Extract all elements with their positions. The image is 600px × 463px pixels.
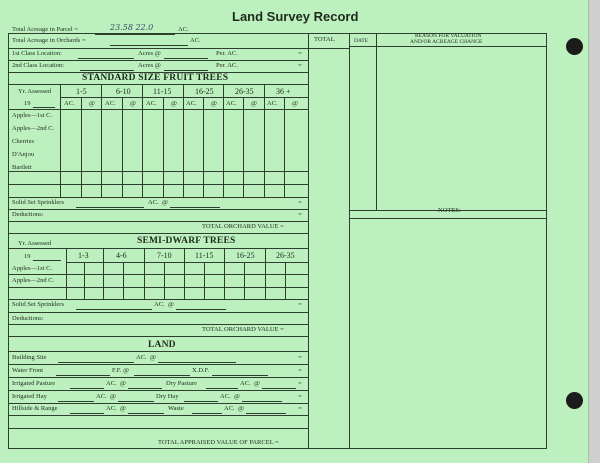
class1-acres-at: Acres @ [138,50,161,57]
row-line-class1 [8,60,308,61]
semi-col-sub-4 [204,263,205,299]
land-ih-at: @ [110,393,116,400]
semi-sprinklers-ac: AC. [154,301,165,308]
class2-acres-at: Acres @ [138,62,161,69]
class1-line [78,58,134,59]
land-xdf: X.D.F. [192,367,210,374]
frame-bottom [8,448,546,449]
class1-label: 1st Class Location: [12,50,62,57]
std-range-3: 11-15 [153,87,172,96]
land-row-line-3 [8,390,308,391]
std-at-2: @ [130,100,136,107]
std-col-divider-0 [60,85,61,197]
land-waste-rate-line [246,413,286,414]
class1-rate-line [164,58,208,59]
std-row-cherries: Cherries [12,138,35,145]
semi-sprinklers-line [76,309,152,310]
land-water-line [56,375,110,376]
land-ih-ac: AC. [96,393,107,400]
land-dh-at: @ [234,393,240,400]
land-ip-line [70,388,104,389]
class2-line [80,70,134,71]
std-at-1: @ [89,100,95,107]
land-building-line [58,362,134,363]
land-hr-rate-line [128,413,164,414]
std-row-line-c [8,197,308,198]
std-ac-5: AC. [226,100,237,107]
land-ff-line [134,375,190,376]
std-col-sub-2 [122,98,123,197]
land-ip-at: @ [120,380,126,387]
semi-row-line-a [8,274,308,275]
std-row-line-b [8,184,308,185]
land-waste: Waste [168,405,184,412]
semi-title-underline [8,248,308,249]
reason-header-line1: REASON FOR VALUATION [415,33,482,39]
std-sprinklers-ac: AC. [148,199,159,206]
land-xdf-line [212,375,268,376]
semi-row-line-b [8,287,308,288]
semi-range-1: 1-3 [78,251,89,260]
land-row-line-1 [8,364,308,365]
acreage-parcel-label: Total Acreage in Parcel = [12,26,79,33]
std-col-divider-3 [183,85,184,197]
semi-sprinklers-eq: = [298,301,302,308]
land-row-line-2 [8,377,308,378]
class2-rate-line [164,70,208,71]
std-deductions-underline [8,221,308,222]
std-total-orchard: TOTAL ORCHARD VALUE = [202,223,284,230]
semi-title: SEMI-DWARF TREES [137,236,236,246]
land-dp-line [206,388,238,389]
land-row-line-4 [8,403,308,404]
land-dh-rate-line [242,401,282,402]
reason-header-line2: AND/OR ACREAGE CHANGE [410,39,483,45]
std-at-4: @ [211,100,217,107]
std-sprinklers-label: Solid Set Sprinklers [12,199,65,206]
acreage-parcel-line [95,34,175,35]
land-dry-pasture: Dry Pasture [166,380,197,387]
land-title-underline [8,351,308,352]
land-hillside: Hillside & Range [12,405,58,412]
land-waste-at: @ [238,405,244,412]
frame-left [8,33,9,449]
land-ih-line [58,401,94,402]
total-column-left [308,33,309,449]
land-hr-ac: AC. [106,405,117,412]
semi-sprinklers-label: Solid Set Sprinklers [12,301,65,308]
land-ff: F.F. @ [112,367,130,374]
std-row-apples-1st: Apples—1st C. [12,112,53,119]
std-col-divider-1 [101,85,102,197]
binder-hole-bottom [566,392,583,409]
std-range-2: 6-10 [116,87,131,96]
acreage-parcel-handwritten: 23.58 22.0 [110,23,154,32]
land-dry-hay: Dry Hay [156,393,179,400]
semi-row-apples-2nd: Apples—2nd C. [12,277,55,284]
land-building-at: @ [150,354,156,361]
land-dh-ac: AC. [220,393,231,400]
land-row-line-6 [8,428,308,429]
std-subheader-underline [8,109,308,110]
std-at-6: @ [292,100,298,107]
std-deductions-eq: = [298,211,302,218]
std-row-danjou: D'Anjou [12,151,35,158]
acreage-parcel-unit: AC. [178,26,189,33]
std-range-6: 36 + [276,87,291,96]
standard-yr-assessed: Yr. Assessed [18,88,52,95]
land-building-eq: = [298,354,302,361]
semi-row-apples-1st: Apples—1st C. [12,265,53,272]
std-sprinklers-at: @ [162,199,168,206]
reason-header-underline [350,46,546,47]
std-ac-6: AC. [267,100,278,107]
semi-col-sub-5 [244,263,245,299]
land-building-ac: AC. [136,354,147,361]
std-range-1: 1-5 [76,87,87,96]
land-waste-ac: AC. [224,405,235,412]
land-hay-eq: = [298,393,302,400]
std-sprinklers-line [76,207,144,208]
semi-year-prefix: 19 [24,253,31,260]
std-sprinklers-rate-line [170,207,220,208]
semi-col-sub-6 [285,263,286,299]
land-dp-ac: AC. [240,380,251,387]
semi-col-sub-1 [84,263,85,299]
land-irrigated-pasture: Irrigated Pasture [12,380,56,387]
semi-sprinklers-rate-line [176,309,226,310]
standard-year-line [33,107,55,108]
binder-hole-top [566,38,583,55]
land-hr-line [70,413,104,414]
land-water-eq: = [298,367,302,374]
semi-col-sub-2 [123,263,124,299]
std-col-sub-1 [81,98,82,197]
semi-deductions: Deductions: [12,315,44,322]
acreage-orchards-unit: AC. [190,37,201,44]
semi-range-2: 4-6 [116,251,127,260]
class2-label: 2nd Class Location: [12,62,64,69]
std-sprinklers-underline [8,209,308,210]
land-building-site: Building Site [12,354,47,361]
land-water-front: Water Front [12,367,44,374]
frame-right [546,33,547,449]
std-ac-3: AC. [146,100,157,107]
semi-total-underline [8,336,308,337]
land-hr-at: @ [120,405,126,412]
semi-range-4: 11-15 [195,251,214,260]
land-ih-rate-line [118,401,154,402]
date-header: DATE [354,38,369,44]
std-range-underline [60,97,308,98]
std-col-divider-5 [264,85,265,197]
row-line-orchards [8,48,308,49]
total-column-right [349,33,350,449]
standard-year-prefix: 19 [24,100,31,107]
notes-underline [350,218,546,219]
land-dp-at: @ [254,380,260,387]
class1-eq: = [298,50,302,57]
notes-label: NOTES: [438,207,461,214]
std-row-bartlett: Bartlett [12,164,32,171]
std-col-divider-4 [223,85,224,197]
std-deductions: Deductions: [12,211,44,218]
land-waste-line [192,413,222,414]
semi-range-6: 26-35 [276,251,295,260]
std-range-5: 26-35 [235,87,254,96]
std-col-sub-3 [163,98,164,197]
date-column-right [376,33,377,210]
land-building-rate-line [158,362,236,363]
semi-range-5: 16-25 [236,251,255,260]
std-col-sub-5 [243,98,244,197]
std-row-line-a [8,171,308,172]
land-dh-line [184,401,218,402]
semi-col-sub-3 [164,263,165,299]
class1-per-ac: Per. AC. [216,50,238,57]
semi-sprinklers-underline [8,312,308,313]
std-at-3: @ [171,100,177,107]
form-title: Land Survey Record [232,9,359,24]
semi-row-line-c [8,299,308,300]
std-range-4: 16-25 [195,87,214,96]
land-ip-rate-line [128,388,162,389]
land-hillside-eq: = [298,405,302,412]
standard-title: STANDARD SIZE FRUIT TREES [82,73,229,83]
std-sprinklers-eq: = [298,199,302,206]
total-appraised-value: TOTAL APPRAISED VALUE OF PARCEL = [158,439,279,446]
standard-title-underline [8,84,308,85]
std-total-underline [8,233,308,234]
semi-range-3: 7-10 [157,251,172,260]
land-title: LAND [148,340,176,350]
std-ac-4: AC. [186,100,197,107]
std-at-5: @ [251,100,257,107]
class2-per-ac: Per. AC. [216,62,238,69]
land-ip-ac: AC. [106,380,117,387]
land-pasture-eq: = [298,380,302,387]
total-header-underline [309,48,349,49]
std-col-sub-6 [284,98,285,197]
semi-yr-assessed: Yr. Assessed [18,240,52,247]
land-irrigated-hay: Irrigated Hay [12,393,47,400]
acreage-orchards-line [110,45,188,46]
std-col-divider-2 [142,85,143,197]
std-row-apples-2nd: Apples—2nd C. [12,125,55,132]
land-dp-rate-line [262,388,296,389]
semi-deductions-underline [8,324,308,325]
std-ac-2: AC. [105,100,116,107]
std-col-sub-4 [203,98,204,197]
class2-eq: = [298,62,302,69]
semi-total-orchard: TOTAL ORCHARD VALUE = [202,326,284,333]
acreage-orchards-label: Total Acreage in Orchards = [12,37,86,44]
total-header: TOTAL [314,36,335,43]
semi-sprinklers-at: @ [168,301,174,308]
std-ac-1: AC. [64,100,75,107]
semi-year-line [33,260,61,261]
land-row-line-5 [8,415,308,416]
